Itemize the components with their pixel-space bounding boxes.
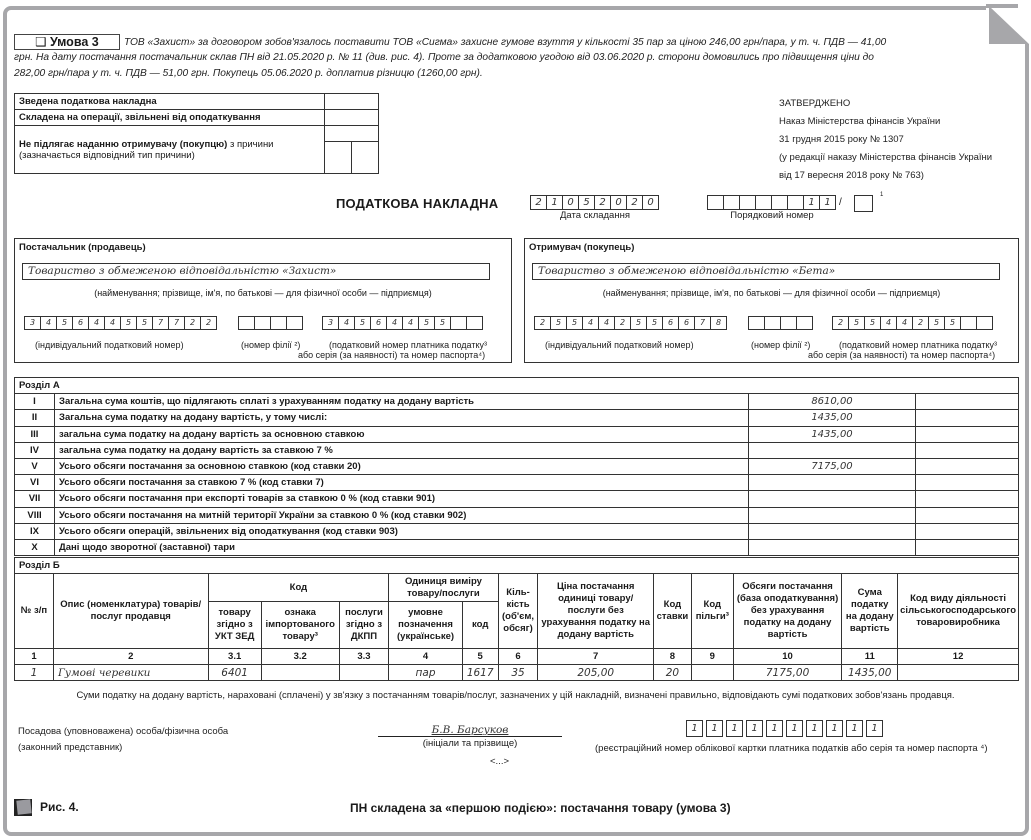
col-unit-header: Одиниця виміру товару/послуги xyxy=(389,574,498,602)
buyer-title: Отримувач (покупець) xyxy=(529,242,635,253)
reg-digit: 1 xyxy=(746,720,763,737)
tax-digit: 5 xyxy=(944,316,961,330)
ipn-digit: 5 xyxy=(120,316,137,330)
column-number: 4 xyxy=(389,649,462,665)
buyer-name-note: (найменування; прізвище, ім'я, по батькові — для фізичної особи — підприємця) xyxy=(602,288,941,298)
footnote-1: 1 xyxy=(880,192,884,198)
row-description: Усього обсяги операцій, звільнених від оподаткування (код ставки 903) xyxy=(55,523,749,539)
number-slash: / xyxy=(839,197,842,208)
ipn-digit: 5 xyxy=(136,316,153,330)
col-base-header: Обсяги постачання (база оподаткування) без урахування податку на додану вартість xyxy=(733,574,842,649)
ipn-digit: 7 xyxy=(694,316,711,330)
number-digit xyxy=(787,195,804,210)
goods-cell-dkpp[interactable] xyxy=(339,665,389,681)
ipn-digit: 2 xyxy=(200,316,217,330)
approved-line: від 17 вересня 2018 року № 763) xyxy=(779,170,924,181)
consolidated-box[interactable] xyxy=(325,94,379,110)
buyer-ipn-cells[interactable] xyxy=(535,316,727,330)
exempt-label: Складена на операції, звільнені від оподаткування xyxy=(15,110,325,126)
section-b-table xyxy=(14,557,1019,681)
row-value[interactable] xyxy=(749,491,916,507)
reg-digit: 1 xyxy=(726,720,743,737)
tax-digit: 4 xyxy=(402,316,419,330)
column-number: 5 xyxy=(462,649,498,665)
date-caption: Дата складання xyxy=(560,210,630,221)
col-unit-name-header: умовне позначення (українське) xyxy=(389,602,462,649)
tax-digit: 4 xyxy=(880,316,897,330)
date-digit: 5 xyxy=(578,195,595,210)
tax-digit: 5 xyxy=(418,316,435,330)
goods-cell-agri[interactable] xyxy=(898,665,1019,681)
reg-digit: 1 xyxy=(866,720,883,737)
seller-branch-cells[interactable] xyxy=(239,316,303,330)
col-import-header: ознака імпортованого товару³ xyxy=(261,602,339,649)
row-number: IX xyxy=(15,523,55,539)
goods-cell-vat[interactable]: 1435,00 xyxy=(842,665,898,681)
ipn-digit: 6 xyxy=(678,316,695,330)
branch-digit xyxy=(764,316,781,330)
tax-digit: 4 xyxy=(896,316,913,330)
row-empty-cell xyxy=(916,394,1019,410)
tax-digit xyxy=(466,316,483,330)
row-number: VIII xyxy=(15,507,55,523)
ipn-digit: 6 xyxy=(662,316,679,330)
row-value[interactable] xyxy=(749,475,916,491)
ipn-digit: 4 xyxy=(582,316,599,330)
number-field[interactable] xyxy=(708,195,836,221)
goods-row xyxy=(15,665,1019,681)
tax-digit: 5 xyxy=(864,316,881,330)
section-a-row xyxy=(15,523,1019,539)
vat-confirmation-note: Суми податку на додану вартість, нараховані (сплачені) у зв'язку з постачанням товарів/послуг, зазначених у цій накладній, визначені правильно, відповідають сумі податкових зобов'язань продавця. xyxy=(76,690,955,701)
reg-digit: 1 xyxy=(786,720,803,737)
goods-cell-uktzed[interactable]: 6401 xyxy=(208,665,261,681)
ipn-digit: 5 xyxy=(56,316,73,330)
buyer-branch-label: (номер філії ²) xyxy=(751,340,811,350)
ipn-digit: 2 xyxy=(184,316,201,330)
col-dkpp-header: послуги згідно з ДКПП xyxy=(339,602,389,649)
col-agri-header: Код виду діяльності сільськогосподарського товаровиробника xyxy=(898,574,1019,649)
ipn-digit: 4 xyxy=(88,316,105,330)
row-description: Усього обсяги постачання за основною ставкою (код ставки 20) xyxy=(55,458,749,474)
branch-digit xyxy=(796,316,813,330)
date-field[interactable] xyxy=(531,195,659,221)
not-provided-label xyxy=(15,126,325,174)
number-digit xyxy=(771,195,788,210)
buyer-branch-cells[interactable] xyxy=(749,316,813,330)
date-digit: 0 xyxy=(610,195,627,210)
signer-name[interactable]: Б.В. Барсуков xyxy=(431,724,509,736)
row-description: Усього обсяги постачання на митній території України за ставкою 0 % (код ставки 902) xyxy=(55,507,749,523)
tax-digit: 3 xyxy=(322,316,339,330)
row-description: загальна сума податку на додану вартість за основною ставкою xyxy=(55,426,749,442)
figure-caption: ПН складена за «першою подією»: постачання товару (умова 3) xyxy=(350,801,731,815)
reg-digit: 1 xyxy=(826,720,843,737)
omitted-marker: <...> xyxy=(490,756,510,767)
number-cells xyxy=(708,195,836,210)
signature-line xyxy=(378,736,562,737)
date-digit: 2 xyxy=(626,195,643,210)
ipn-digit: 4 xyxy=(104,316,121,330)
section-a-row xyxy=(15,394,1019,410)
number-digit xyxy=(707,195,724,210)
tax-digit xyxy=(450,316,467,330)
column-number: 12 xyxy=(898,649,1019,665)
tax-digit xyxy=(976,316,993,330)
section-a-row xyxy=(15,507,1019,523)
col-uktzed-header: товару згідно з УКТ ЗЕД xyxy=(208,602,261,649)
column-number: 1 xyxy=(15,649,54,665)
condition-label: ❑ Умова 3 xyxy=(14,34,120,50)
official-person-label xyxy=(18,724,228,756)
col-unit-code-header: код xyxy=(462,602,498,649)
row-description: загальна сума податку на додану вартість за ставкою 7 % xyxy=(55,442,749,458)
buyer-name-field[interactable]: Товариство з обмеженою відповідальністю «Бета» xyxy=(532,263,1000,280)
branch-digit xyxy=(780,316,797,330)
tax-digit: 5 xyxy=(354,316,371,330)
ipn-digit: 5 xyxy=(566,316,583,330)
ipn-digit: 5 xyxy=(550,316,567,330)
ipn-digit: 4 xyxy=(598,316,615,330)
number-digit xyxy=(723,195,740,210)
number-suffix-field[interactable] xyxy=(855,195,873,212)
row-value[interactable] xyxy=(749,442,916,458)
tax-digit: 5 xyxy=(848,316,865,330)
branch-digit xyxy=(748,316,765,330)
row-empty-cell xyxy=(916,426,1019,442)
column-number: 3.1 xyxy=(208,649,261,665)
col-rate-header: Код ставки xyxy=(653,574,691,649)
row-value[interactable] xyxy=(749,523,916,539)
reg-digit: 1 xyxy=(686,720,703,737)
not-provided-rest: з причини xyxy=(227,138,274,150)
row-value[interactable]: 8610,00 xyxy=(749,394,916,410)
col-desc-header: Опис (номенклатура) товарів/ послуг продавця xyxy=(53,574,208,649)
section-a-row xyxy=(15,491,1019,507)
col-no-header: № з/п xyxy=(15,574,54,649)
official-line-2: (законний представник) xyxy=(18,742,123,753)
reg-digit: 1 xyxy=(766,720,783,737)
registration-caption: (реєстраційний номер облікової картки платника податків або серія та номер паспорта ⁴) xyxy=(595,743,988,754)
row-number: X xyxy=(15,539,55,555)
consolidated-label: Зведена податкова накладна xyxy=(15,94,325,110)
buyer-tax-label-2: або серія (за наявності) та номер паспорта⁴) xyxy=(808,350,996,360)
goods-cell-rate[interactable]: 20 xyxy=(653,665,691,681)
reg-digit: 1 xyxy=(846,720,863,737)
col-benefit-header: Код пільги³ xyxy=(691,574,733,649)
row-empty-cell xyxy=(916,539,1019,555)
buyer-tax-label-1: (податковий номер платника податку³ xyxy=(839,340,998,350)
section-a-table xyxy=(14,377,1019,556)
section-a-row xyxy=(15,426,1019,442)
ipn-digit: 8 xyxy=(710,316,727,330)
not-provided-note: (зазначається відповідний тип причини) xyxy=(19,149,195,161)
section-a-row xyxy=(15,410,1019,426)
row-empty-cell xyxy=(916,410,1019,426)
branch-digit xyxy=(286,316,303,330)
registration-number-cells[interactable] xyxy=(686,720,883,737)
tax-digit: 5 xyxy=(434,316,451,330)
ipn-digit: 2 xyxy=(534,316,551,330)
goods-cell-desc[interactable]: Гумові черевики xyxy=(53,665,208,681)
seller-block xyxy=(14,238,512,363)
row-number: VII xyxy=(15,491,55,507)
branch-digit xyxy=(238,316,255,330)
ipn-digit: 5 xyxy=(630,316,647,330)
column-number: 8 xyxy=(653,649,691,665)
row-number: III xyxy=(15,426,55,442)
number-digit: 1 xyxy=(819,195,836,210)
buyer-tax-cells[interactable] xyxy=(833,316,993,330)
row-empty-cell xyxy=(916,523,1019,539)
row-empty-cell xyxy=(916,507,1019,523)
seller-tax-label-2: або серія (за наявності) та номер паспорта⁴) xyxy=(298,350,486,360)
ipn-digit: 3 xyxy=(24,316,41,330)
goods-cell-unit-code[interactable]: 1617 xyxy=(462,665,498,681)
approved-line: Наказ Міністерства фінансів України xyxy=(779,116,941,127)
column-number: 7 xyxy=(538,649,654,665)
row-description: Усього обсяги постачання за ставкою 7 % (код ставки 7) xyxy=(55,475,749,491)
condition-description: ТОВ «Захист» за договором зобов'язалось поставити ТОВ «Сигма» захисне гумове взуття у кількості 35 пар за ціною 246,00 грн/пара, у т. ч. ПДВ — 41,00 грн. На дату постачання постачальник склав ПН від 21.05.2020 р. № 11 (див. рис. 4). Проте за додатковою угодою від 03.06.2020 р. сторони домовились про підвищення ціни до 282,00 грн/пара у т. ч. ПДВ — 51,00 грн. Покупець 05.06.2020 р. доплатив різницю (1260,00 грн). xyxy=(14,37,887,79)
seller-ipn-label: (індивідуальний податковий номер) xyxy=(35,340,184,350)
col-code-header: Код xyxy=(208,574,389,602)
official-line-1: Посадова (уповноважена) особа/фізична особа xyxy=(18,726,229,737)
section-a-row xyxy=(15,458,1019,474)
tax-digit: 5 xyxy=(928,316,945,330)
row-number: I xyxy=(15,394,55,410)
tax-digit: 6 xyxy=(370,316,387,330)
row-description: Дані щодо зворотної (заставної) тари xyxy=(55,539,749,555)
row-value[interactable]: 1435,00 xyxy=(749,410,916,426)
goods-cell-unit-name[interactable]: пар xyxy=(389,665,462,681)
column-number: 10 xyxy=(733,649,842,665)
goods-cell-benefit[interactable] xyxy=(691,665,733,681)
row-value[interactable] xyxy=(749,539,916,555)
column-number: 2 xyxy=(53,649,208,665)
row-empty-cell xyxy=(916,491,1019,507)
invoice-title: ПОДАТКОВА НАКЛАДНА xyxy=(336,196,499,211)
not-provided-box[interactable] xyxy=(325,126,379,142)
approved-line: 31 грудня 2015 року № 1307 xyxy=(779,134,904,145)
row-empty-cell xyxy=(916,458,1019,474)
goods-cell-qty[interactable]: 35 xyxy=(498,665,538,681)
seller-name-note: (найменування; прізвище, ім'я, по батькові — для фізичної особи — підприємця) xyxy=(94,288,432,298)
reason-box-1[interactable] xyxy=(325,142,352,174)
figure-marker-icon xyxy=(14,799,32,816)
column-number: 3.3 xyxy=(339,649,389,665)
branch-digit xyxy=(270,316,287,330)
tax-digit: 4 xyxy=(338,316,355,330)
row-value[interactable] xyxy=(749,507,916,523)
tax-digit: 4 xyxy=(386,316,403,330)
row-description: Загальна сума коштів, що підлягають сплаті з урахуванням податку на додану вартість xyxy=(55,394,749,410)
approved-block xyxy=(779,95,992,185)
figure-label: Рис. 4. xyxy=(40,800,79,814)
seller-name-field[interactable]: Товариство з обмеженою відповідальністю «Захист» xyxy=(22,263,490,280)
goods-cell-price[interactable]: 205,00 xyxy=(538,665,654,681)
row-value[interactable]: 7175,00 xyxy=(749,458,916,474)
column-number: 11 xyxy=(842,649,898,665)
row-empty-cell xyxy=(916,475,1019,491)
col-qty-header: Кіль-кість (об'єм, обсяг) xyxy=(498,574,538,649)
number-digit xyxy=(739,195,756,210)
buyer-block xyxy=(524,238,1019,363)
page-fold-corner-icon xyxy=(986,0,1031,45)
date-cells xyxy=(531,195,659,210)
ipn-digit: 6 xyxy=(72,316,89,330)
column-number: 9 xyxy=(691,649,733,665)
exempt-box[interactable] xyxy=(325,110,379,126)
date-digit: 0 xyxy=(562,195,579,210)
reg-digit: 1 xyxy=(806,720,823,737)
number-digit: 1 xyxy=(803,195,820,210)
goods-cell-import[interactable] xyxy=(261,665,339,681)
number-caption: Порядковий номер xyxy=(730,210,814,221)
seller-branch-label: (номер філії ²) xyxy=(241,340,301,350)
column-number: 3.2 xyxy=(261,649,339,665)
row-number: IV xyxy=(15,442,55,458)
tax-digit: 2 xyxy=(912,316,929,330)
date-digit: 0 xyxy=(642,195,659,210)
suffix-digit xyxy=(854,195,873,212)
row-empty-cell xyxy=(916,442,1019,458)
col-vat-header: Сума податку на додану вартість xyxy=(842,574,898,649)
col-price-header: Ціна постачання одиниці товару/ послуги без урахування податку на додану вартість xyxy=(538,574,654,649)
approved-line: ЗАТВЕРДЖЕНО xyxy=(779,98,851,109)
signer-caption: (ініціали та прізвище) xyxy=(422,738,518,749)
row-description: Усього обсяги постачання при експорті товарів за ставкою 0 % (код ставки 901) xyxy=(55,491,749,507)
section-a-row xyxy=(15,442,1019,458)
section-a-row xyxy=(15,475,1019,491)
row-description: Загальна сума податку на додану вартість, у тому числі: xyxy=(55,410,749,426)
approved-line: (у редакції наказу Міністерства фінансів України xyxy=(779,152,993,163)
seller-tax-label-1: (податковий номер платника податку³ xyxy=(329,340,488,350)
reason-box-2[interactable] xyxy=(352,142,379,174)
goods-cell-no[interactable]: 1 xyxy=(15,665,54,681)
ipn-digit: 5 xyxy=(646,316,663,330)
ipn-digit: 7 xyxy=(168,316,185,330)
ipn-digit: 4 xyxy=(40,316,57,330)
seller-title: Постачальник (продавець) xyxy=(19,242,146,253)
row-number: II xyxy=(15,410,55,426)
not-provided-bold: Не підлягає наданню отримувачу (покупцю) xyxy=(19,138,228,150)
section-a-title: Розділ А xyxy=(15,378,1019,394)
seller-ipn-cells[interactable] xyxy=(25,316,217,330)
row-number: VI xyxy=(15,475,55,491)
seller-tax-cells[interactable] xyxy=(323,316,483,330)
flags-table xyxy=(14,93,379,174)
reg-digit: 1 xyxy=(706,720,723,737)
row-value[interactable]: 1435,00 xyxy=(749,426,916,442)
section-a-row xyxy=(15,539,1019,555)
number-digit xyxy=(755,195,772,210)
date-digit: 2 xyxy=(594,195,611,210)
date-digit: 1 xyxy=(546,195,563,210)
row-number: V xyxy=(15,458,55,474)
section-b-title: Розділ Б xyxy=(15,558,1019,574)
buyer-ipn-label: (індивідуальний податковий номер) xyxy=(545,340,694,350)
tax-digit xyxy=(960,316,977,330)
goods-cell-base[interactable]: 7175,00 xyxy=(733,665,842,681)
ipn-digit: 2 xyxy=(614,316,631,330)
ipn-digit: 7 xyxy=(152,316,169,330)
tax-digit: 2 xyxy=(832,316,849,330)
branch-digit xyxy=(254,316,271,330)
date-digit: 2 xyxy=(530,195,547,210)
column-number: 6 xyxy=(498,649,538,665)
